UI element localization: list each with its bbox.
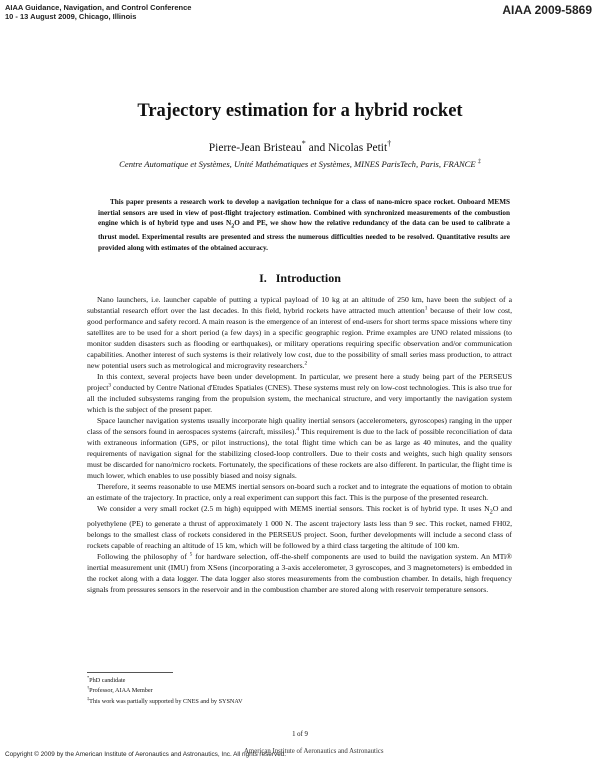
author-line (0, 139, 600, 154)
affiliation-text: Centre Automatique et Systèmes, Unité Mathématiques et Systèmes, MINES ParisTech, Paris, FRANCE (119, 159, 476, 169)
publisher-footer: American Institute of Aeronautics and Astronautics (244, 748, 384, 755)
section-heading (0, 271, 600, 286)
affiliation-footnote-mark: ‡ (477, 159, 481, 166)
author-2: Nicolas Petit (328, 142, 388, 154)
footnote-3 (87, 697, 243, 707)
p2-text-b: conducted by Centre National d'Etudes Spatiales (CNES). These systems must rely on low-cost technologies. This is also true for all the included subsystems ranging from the propulsion system, the mechanical structure, and very importantly the navigation system which is the subject of the present paper. (87, 383, 512, 414)
section-number: I. (259, 271, 267, 285)
p1-citation-2: 2 (304, 360, 308, 367)
affiliation (0, 159, 600, 169)
footnote-1 (87, 676, 243, 686)
footnote-1-mark: * (87, 674, 90, 680)
p6-text-b: for hardware selection, off-the-shelf components are used to build the navigation system. An MTi® inertial measurement unit (IMU) from XSens (incorporating a 3-axis accelerometer, 3 gyroscopes, and 3 magnetometers) is embedded in the rocket along with a data logger. The data logger also stores measurements from the combustion chamber. In details, high frequency signals from pressures sensors in the reservoir and in the combustion chamber are stored along with reservoir temperature sensors. (87, 551, 512, 594)
footnote-3-mark: ‡ (87, 695, 90, 701)
p1-text-b: because of their low cost, good performance and safety record. A main reason is the emergence of an interest of end-users for short terms space missions where tiny satellites are to be used for a short period (a few days) in a specific geographic region. Prime examples are UNO related missions (to monitor sudden disasters such as flooding or earthquakes), or military operations requiring specific observation and/or communication capabilities. Another interest of such systems is their relatively low cost, due to the possibility of small series mass production, to attract new potential users such as metrological and microgravity researchers. (87, 306, 513, 370)
footnotes (87, 676, 243, 707)
paragraph-3 (87, 415, 512, 481)
p3-text-b: This requirement is due to the lack of possible reconciliation of data with extraneous information (GPS, or pilot instructions), the total flight time which can be as large as 40 minutes, and the quality requirements of navigation signal for the stabilizing closed-loop controllers. Due to their costs and weights, such high quality sensors must be discarded for nano/micro rockets. Fortunately, the specifications of these rockets are also different. In particular, the flight time is much lower, which enables to use possibly biased and noisy signals. (87, 427, 512, 480)
abstract (98, 197, 510, 253)
p5-text-a: We consider a very small rocket (2.5 m high) equipped with MEMS inertial sensors. This rocket is of hybrid type. It uses N (97, 504, 490, 513)
footnote-1-text: PhD candidate (89, 677, 126, 684)
footnote-2-text: Professor, AIAA Member (89, 687, 153, 695)
footnote-3-text: This work was partially supported by CNES and by SYSNAV (89, 697, 243, 705)
author-1: Pierre-Jean Bristeau (208, 142, 302, 154)
footnote-2-mark: † (87, 685, 90, 691)
paragraph-2 (87, 371, 512, 415)
paragraph-6 (87, 551, 512, 595)
p5-subscript: 2 (489, 508, 493, 516)
abstract-part-1: This paper presents a research work to develop a navigation technique for a class of nano-micro space rocket. Onboard MEMS inertial sensors are used in view of post-flight trajectory estimation. Combined with synchronized measurements of the combustion engine which is of hybrid type and uses N (98, 198, 510, 228)
paragraph-4: Therefore, it seems reasonable to use MEMS inertial sensors on-board such a rocket and to integrate the equations of motion to obtain an estimate of the trajectory. In practice, only a real experiment can support this fact. This is the purpose of the presented research. (87, 482, 512, 502)
p1-citation-1: 1 (424, 305, 428, 312)
paragraph-1 (87, 294, 512, 371)
conference-name: AIAA Guidance, Navigation, and Control Conference (5, 3, 192, 12)
p2-text-a: In this context, several projects have been under development. In particular, we present here a study being part of the PERSEUS project (87, 372, 512, 392)
p1-text-a: Nano launchers, i.e. launcher capable of putting a typical payload of 10 kg at an altitude of 250 km, have been the subject of a substantial research effort over the last decades. In this field, hybrid rockets have attracted much attention (87, 295, 512, 315)
p3-text-a: Space launcher navigation systems usually incorporate high quality inertial sensors (accelerometers, gyroscopes) ranging in the upper class of the sensors found in aerospaces systems (aircraft, missiles). (87, 416, 512, 436)
paragraph-5 (87, 503, 512, 551)
copyright-notice: Copyright © 2009 by the American Institute of Aeronautics and Astronautics, Inc. All rights reserved. (5, 751, 287, 758)
page-number: 1 of 9 (292, 731, 308, 738)
author-2-footnote-mark: † (387, 139, 392, 149)
p2-citation: 3 (108, 382, 112, 389)
abstract-part-2: O and PE, we show how the relative redundancy of the data can be used to calibrate a thrust model. Experimental results are presented and stress the numerous difficulties needed to be resolved. Quantitative results are provided along with estimates of the obtained accuracy. (98, 219, 510, 252)
p6-text-a: Following the philosophy of (97, 551, 190, 561)
conference-header (5, 3, 191, 21)
footnote-2 (87, 686, 243, 696)
conference-date-location: 10 - 13 August 2009, Chicago, Illinois (5, 12, 137, 21)
abstract-subscript: 2 (231, 223, 235, 230)
author-1-footnote-mark: * (301, 139, 306, 149)
p3-citation: 4 (296, 426, 300, 433)
p5-text-b: O and polyethylene (PE) to generate a thrust of approximately 1 000 N. The ascent trajectory lasts less than 9 sec. This rocket, named FH02, belongs to the smallest class of rockets considered in the PERSEUS project. Soon, further developments will include a second class of rockets capable of reaching an altitude of 15 km, which will be followed by a third class targeting the altitude of 100 km. (87, 504, 512, 550)
footnote-divider (87, 672, 173, 673)
p6-citation: 5 (189, 550, 193, 557)
author-separator: and (305, 142, 329, 154)
paper-title: Trajectory estimation for a hybrid rocket (137, 101, 463, 121)
body-text (87, 294, 512, 595)
section-title: Introduction (275, 271, 341, 285)
paper-id: AIAA 2009-5869 (502, 3, 592, 17)
